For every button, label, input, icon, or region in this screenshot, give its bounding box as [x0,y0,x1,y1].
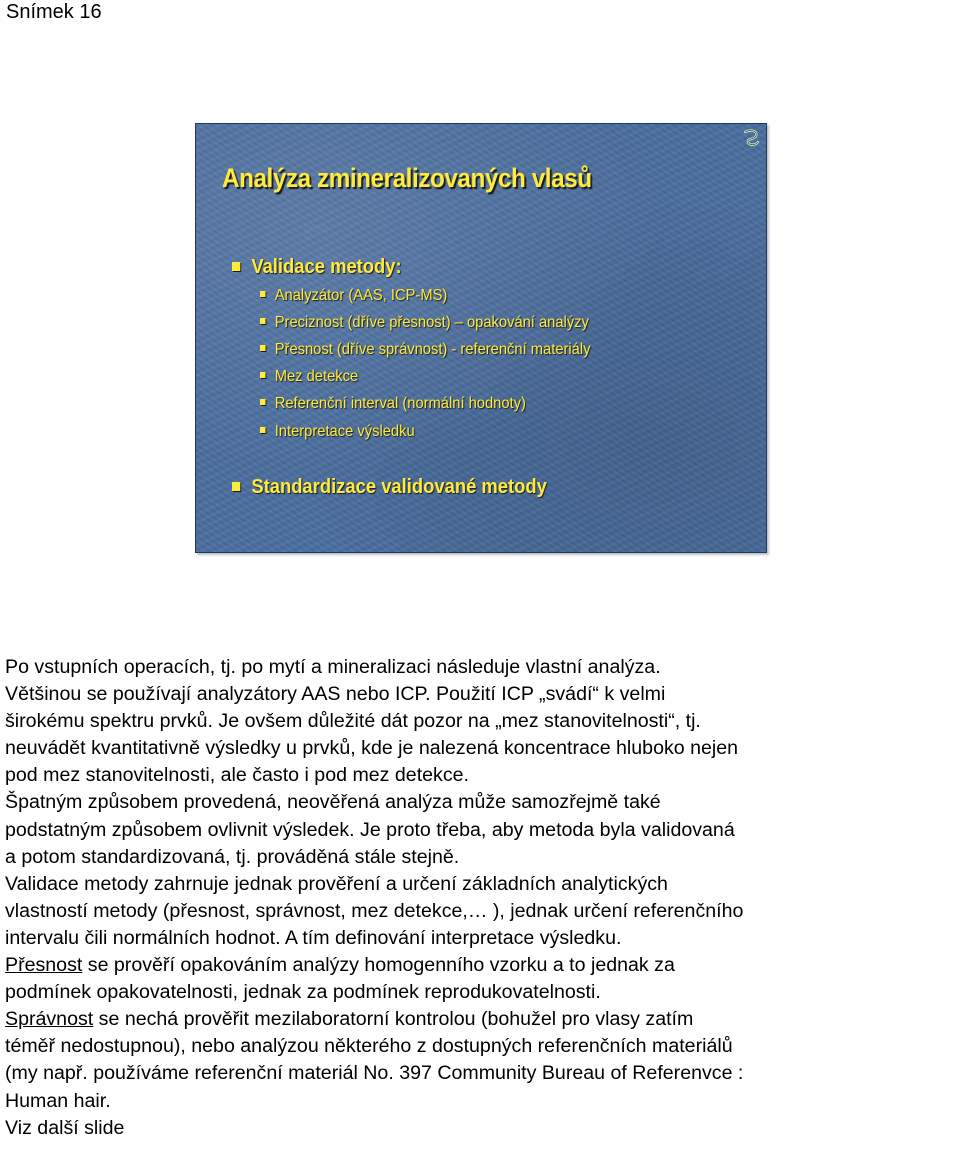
square-bullet-icon [260,372,266,378]
notes-line: Většinou se používají analyzátory AAS nebo ICP. Použití ICP „svádí“ k velmi [5,683,666,706]
next-slide-note: Viz další slide [5,1116,125,1139]
notes-line: širokému spektru prvků. Je ovšem důležité dát pozor na „mez stanovitelnosti“, tj. [5,710,701,733]
square-bullet-icon [260,291,266,297]
square-bullet-icon [260,427,266,433]
notes-line: Human hair. [5,1089,111,1112]
sub-bullet-item [260,366,358,388]
notes-line: podmínek opakovatelnosti, jednak za podmínek reprodukovatelnosti. [5,981,601,1004]
sub-bullet-label: Analyzátor (AAS, ICP-MS) [274,287,448,304]
notes-line: Validace metody zahrnuje jednak prověření a určení základních analytických [5,872,668,895]
sub-bullet-label: Preciznost (dříve přesnost) – opakování analýzy [274,314,589,331]
notes-line: Špatným způsobem provedená, neověřená analýza může samozřejmě také [5,791,661,814]
square-bullet-icon [260,399,266,405]
sub-bullet-item [260,339,590,361]
notes-line: intervalu čili normálních hodnot. A tím definování interpretace výsledku. [5,926,622,949]
square-bullet-icon [260,318,266,324]
notes-line: (my např. používáme referenční materiál No. 397 Community Bureau of Referenvce : [5,1062,744,1085]
accuracy-text: se nechá prověřit mezilaboratorní kontrolou (bohužel pro vlasy zatím [93,1008,694,1031]
bullet-standardization [232,474,547,500]
slide-thumbnail [195,123,767,553]
sub-bullet-label: Přesnost (dříve správnost) - referenční materiály [274,341,591,358]
sub-bullet-item [260,285,447,307]
square-bullet-icon [260,345,266,351]
sub-bullet-item [260,393,526,415]
notes-line: vlastností metody (přesnost, správnost, mez detekce,… ), jednak určení referenčního [5,899,744,922]
speaker-notes [5,654,957,1142]
notes-line: téměř nedostupnou), nebo analýzou některého z dostupných referenčních materiálů [5,1035,733,1058]
square-bullet-icon [232,482,240,491]
notes-line: podstatným způsobem ovlivnit výsledek. Je proto třeba, aby metoda byla validovaná [5,818,735,841]
slide-title: Analýza zmineralizovaných vlasů [222,163,592,193]
notes-line: Po vstupních operacích, tj. po mytí a mineralizaci následuje vlastní analýza. [5,656,661,678]
swirl-logo-icon [742,128,760,148]
page-title: Snímek 16 [6,1,102,23]
bullet-validation-label: Validace metody: [251,256,402,278]
accuracy-line [5,1006,957,1033]
sub-bullet-label: Mez detekce [274,368,359,385]
precision-text: se prověří opakováním analýzy homogenního vzorku a to jednak za [82,954,675,977]
bullet-standardization-label: Standardizace validované metody [251,476,547,498]
sub-bullet-label: Referenční interval (normální hodnoty) [274,395,526,412]
notes-line: pod mez stanovitelnosti, ale často i pod mez detekce. [5,764,469,787]
notes-line: a potom standardizovaná, tj. prováděná stále stejně. [5,845,460,868]
accuracy-term: Správnost [5,1008,94,1031]
precision-term: Přesnost [5,954,83,977]
sub-bullet-item [260,312,589,334]
notes-line: neuvádět kvantitativně výsledky u prvků, kde je nalezená koncentrace hluboko nejen [5,737,739,760]
sub-bullet-item [260,421,415,443]
precision-line [5,952,957,979]
square-bullet-icon [232,262,240,271]
bullet-validation [232,254,402,280]
sub-bullet-label: Interpretace výsledku [274,423,415,440]
